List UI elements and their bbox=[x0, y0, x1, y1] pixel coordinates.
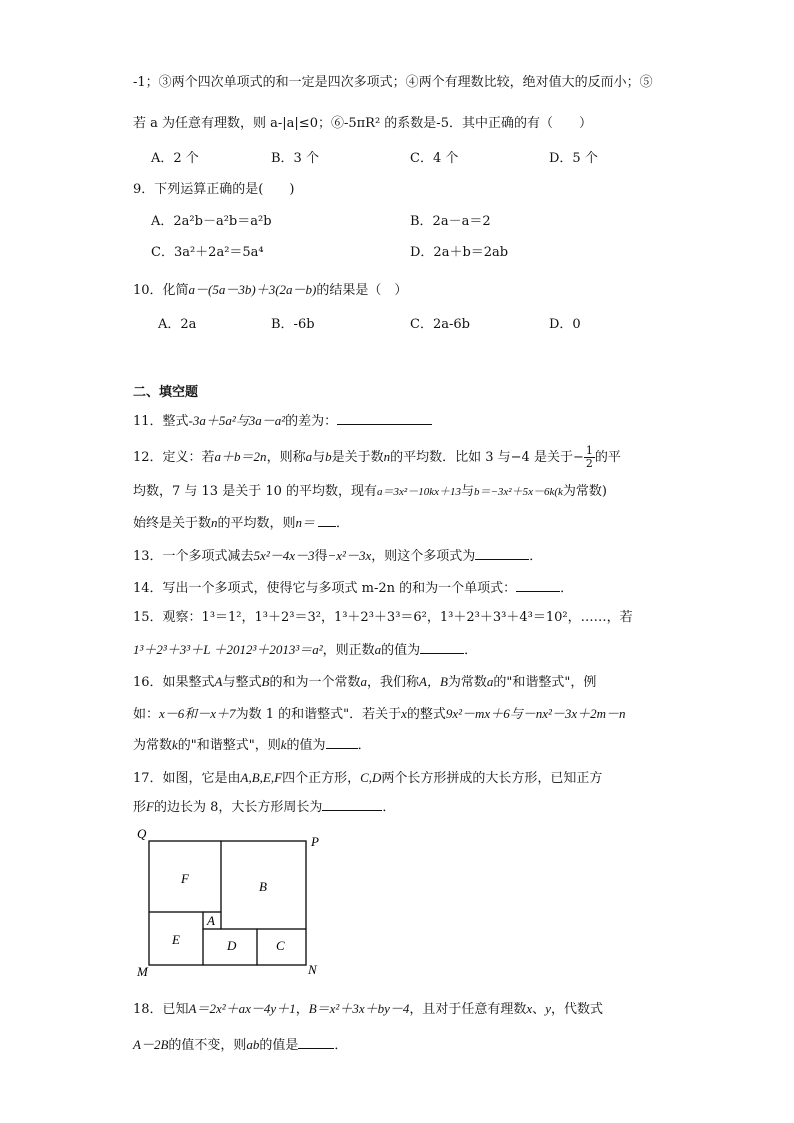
q10-option-a: A．2a bbox=[158, 317, 197, 332]
q11 bbox=[133, 411, 432, 431]
q12-text: 与 bbox=[312, 450, 326, 465]
q16-text: 与整式 bbox=[222, 675, 262, 690]
q13 bbox=[133, 546, 542, 566]
q15-line2 bbox=[133, 640, 477, 660]
q16-text: 的整式 bbox=[406, 707, 446, 722]
q9-option-c: C．3a²＋2a²＝5a⁴ bbox=[151, 245, 264, 260]
q12-line2 bbox=[133, 483, 607, 501]
q14-answer-blank[interactable] bbox=[516, 578, 560, 592]
label-f: F bbox=[181, 871, 189, 886]
q18-text: ，代数式 bbox=[550, 1002, 603, 1017]
q15-text: ，则正数 bbox=[322, 643, 375, 658]
q18-expression-b: B＝x²＋3x＋by－4 bbox=[308, 1001, 410, 1016]
q18-answer-blank[interactable] bbox=[298, 1035, 334, 1049]
q13-expression1: 5x²－4x－3 bbox=[253, 548, 315, 563]
q18-line2 bbox=[133, 1035, 347, 1055]
q14-text: 14．写出一个多项式，使得它与多项式 m-2n 的和为一个单项式： bbox=[133, 581, 517, 596]
q18-line1 bbox=[133, 1000, 603, 1019]
q12-expression-b: b＝−3x²＋5x－6k(k bbox=[474, 486, 563, 498]
q12-text: 是关于数 bbox=[331, 450, 384, 465]
q8-option-b: B．3 个 bbox=[271, 151, 319, 166]
q16-var-k: k bbox=[280, 737, 287, 752]
q16-var-B: B bbox=[261, 674, 270, 689]
q8-option-a: A．2 个 bbox=[151, 151, 199, 166]
q12-var-n: n bbox=[211, 515, 218, 530]
q10-option-b: B．-6b bbox=[271, 317, 315, 332]
square-e bbox=[149, 912, 203, 965]
q12-fraction bbox=[584, 445, 595, 470]
q12-text: ． bbox=[336, 516, 350, 531]
q13-text: 13．一个多项式减去 bbox=[133, 549, 254, 564]
q10-prefix: 10．化简 bbox=[133, 283, 189, 298]
q16-text: ，我们称 bbox=[366, 675, 419, 690]
q17-line1 bbox=[133, 769, 602, 788]
square-f bbox=[149, 841, 221, 912]
q18-var-y: y bbox=[545, 1001, 551, 1016]
q12-answer-blank[interactable] bbox=[318, 513, 336, 527]
q13-answer-blank[interactable] bbox=[475, 546, 529, 560]
label-p: P bbox=[311, 834, 319, 849]
q11-prefix: 11．整式 bbox=[133, 414, 189, 429]
q16-text: 的值为 bbox=[286, 738, 326, 753]
q8-option-c: C．4 个 bbox=[410, 151, 459, 166]
q12-condition: a＋b＝2n bbox=[214, 449, 267, 464]
q17-text: 形 bbox=[133, 800, 147, 815]
q12-text: 始终是关于数 bbox=[133, 516, 212, 531]
q8-line2: 若 a 为任意有理数，则 a-|a|≤0；⑥-5πR² 的系数是-5．其中正确的有（ ） bbox=[133, 116, 592, 131]
q14 bbox=[133, 578, 573, 598]
q18-text: ， bbox=[295, 1002, 309, 1017]
q18-text: 、 bbox=[532, 1002, 546, 1017]
q17-text: 的边长为 8，大长方形周长为 bbox=[153, 800, 323, 815]
q17-text: 17．如图，它是由 bbox=[133, 771, 241, 786]
q16-expression-example: x－6和－x＋7 bbox=[159, 706, 236, 721]
q17-line2 bbox=[133, 797, 395, 817]
q18-text: 的值是 bbox=[259, 1038, 299, 1053]
q15-line1: 15．观察：1³＝1²，1³＋2³＝3²，1³＋2³＋3³＝6²，1³＋2³＋3³＋4³＝10²，……，若 bbox=[133, 610, 633, 625]
q18-text: 18．已知 bbox=[133, 1002, 189, 1017]
q8-line1: -1；③两个四次单项式的和一定是四次多项式；④两个有理数比较，绝对值大的反而小；⑤ bbox=[133, 75, 653, 90]
q18-expression: A－2B bbox=[133, 1037, 169, 1052]
q16-line1 bbox=[133, 673, 596, 692]
q10-option-c: C．2a-6b bbox=[410, 317, 470, 332]
q15-var-a: a bbox=[374, 642, 382, 657]
q12-line3 bbox=[133, 513, 349, 533]
rectangle-c bbox=[257, 929, 306, 965]
outer-rectangle bbox=[149, 841, 306, 965]
label-d: D bbox=[227, 938, 237, 953]
q11-expression: -3a＋5a²与3a－a² bbox=[188, 413, 286, 428]
q12-text: 的平 bbox=[594, 450, 621, 465]
q9-stem: 9．下列运算正确的是( ) bbox=[133, 182, 295, 197]
label-q: Q bbox=[137, 826, 147, 841]
section-heading: 二、填空题 bbox=[133, 385, 199, 400]
q9-option-b: B．2a－a＝2 bbox=[410, 214, 491, 229]
q15-text: ． bbox=[464, 643, 478, 658]
q13-text: ． bbox=[529, 549, 543, 564]
q12-expression-a: a＝3x²－10kx＋13 bbox=[377, 486, 461, 498]
q12-text: 为常数) bbox=[562, 484, 607, 499]
q17-var-F: F bbox=[146, 799, 154, 814]
q12-var-n: n bbox=[383, 449, 391, 464]
q16-text: 为数 1 的和谐整式"．若关于 bbox=[235, 707, 402, 722]
q16-line2 bbox=[133, 705, 626, 724]
q13-expression2: −x²－3x bbox=[327, 548, 372, 563]
q11-answer-blank[interactable] bbox=[337, 411, 432, 425]
q18-text: ，且对于任意有理数 bbox=[409, 1002, 527, 1017]
q16-text: 的"和谐整式"，则 bbox=[177, 738, 281, 753]
label-a: A bbox=[207, 913, 215, 928]
label-b: B bbox=[259, 879, 267, 894]
q15-text: 的值为 bbox=[381, 643, 421, 658]
q17-answer-blank[interactable] bbox=[322, 797, 382, 811]
q16-text: 为常数 bbox=[133, 738, 173, 753]
q18-var-x: x bbox=[526, 1001, 533, 1016]
q12-text: 12．定义：若 bbox=[133, 450, 215, 465]
q15-expression: 1³＋2³＋3³＋L ＋2012³＋2013³＝a² bbox=[133, 642, 323, 657]
q10-suffix: 的结果是（ ） bbox=[316, 283, 408, 298]
q16-text: 的"和谐整式"，例 bbox=[493, 675, 597, 690]
q12-text: 的平均数．比如 3 与−4 是关于− bbox=[390, 450, 584, 465]
q12-var-b: b bbox=[325, 449, 332, 464]
q16-var-a: a bbox=[486, 674, 494, 689]
q16-var-a: a bbox=[360, 674, 367, 689]
q17-text: 四个正方形， bbox=[282, 771, 361, 786]
square-a bbox=[203, 912, 221, 929]
q16-var-AB: A，B bbox=[419, 674, 448, 689]
q14-text: ． bbox=[560, 581, 574, 596]
q16-var-A: A bbox=[214, 674, 223, 689]
q12-var-a: a bbox=[305, 449, 313, 464]
q12-line1 bbox=[133, 445, 621, 470]
q9-option-d: D．2a＋b＝2ab bbox=[410, 245, 509, 260]
label-e: E bbox=[172, 932, 180, 947]
q16-var-x: x bbox=[401, 706, 407, 721]
q13-text: 得 bbox=[314, 549, 328, 564]
q16-text: ． bbox=[357, 738, 371, 753]
rectangle-d bbox=[203, 929, 257, 965]
q16-var-k: k bbox=[172, 737, 178, 752]
q9-option-a: A．2a²b－a²b＝a²b bbox=[151, 214, 272, 229]
q16-answer-blank[interactable] bbox=[326, 735, 358, 749]
q17-text: ． bbox=[382, 800, 396, 815]
q18-expression-a: A＝2x²＋ax－4y＋1 bbox=[188, 1001, 296, 1016]
q16-expression: 9x²－mx＋6与－nx²－3x＋2m－n bbox=[445, 706, 626, 721]
q8-option-d: D．5 个 bbox=[549, 151, 598, 166]
q16-text: 16．如果整式 bbox=[133, 675, 215, 690]
q10-option-d: D．0 bbox=[549, 317, 581, 332]
q18-var-ab: ab bbox=[246, 1037, 260, 1052]
q16-text: 为常数 bbox=[447, 675, 487, 690]
q10-stem bbox=[133, 281, 407, 300]
q17-text: 两个长方形拼成的大长方形，已知正方 bbox=[381, 771, 603, 786]
q16-text: 的和为一个常数 bbox=[269, 675, 361, 690]
q12-text: ，则称 bbox=[266, 450, 306, 465]
q11-suffix: 的差为： bbox=[285, 414, 338, 429]
fraction-numerator: 1 bbox=[585, 444, 593, 457]
q13-text: ，则这个多项式为 bbox=[371, 549, 476, 564]
label-m: M bbox=[137, 964, 148, 979]
q17-letters: A,B,E,F bbox=[240, 770, 283, 785]
q12-text: 与 bbox=[460, 484, 474, 499]
q18-text: 的值不变，则 bbox=[168, 1038, 247, 1053]
q17-letters: C,D bbox=[360, 770, 382, 785]
q12-text: 的平均数，则 bbox=[217, 516, 296, 531]
q16-line3 bbox=[133, 735, 371, 755]
square-b bbox=[221, 841, 306, 929]
q15-answer-blank[interactable] bbox=[420, 640, 464, 654]
q12-n-equals: n＝ bbox=[295, 515, 316, 530]
q18-text: ． bbox=[334, 1038, 348, 1053]
q12-text: 均数，7 与 13 是关于 10 的平均数，现有 bbox=[133, 484, 378, 499]
fraction-denominator: 2 bbox=[585, 457, 593, 470]
q16-text: 如： bbox=[133, 707, 160, 722]
label-n: N bbox=[308, 962, 317, 977]
q10-expression: a－(5a－3b)＋3(2a－b) bbox=[188, 282, 317, 297]
label-c: C bbox=[276, 938, 285, 953]
